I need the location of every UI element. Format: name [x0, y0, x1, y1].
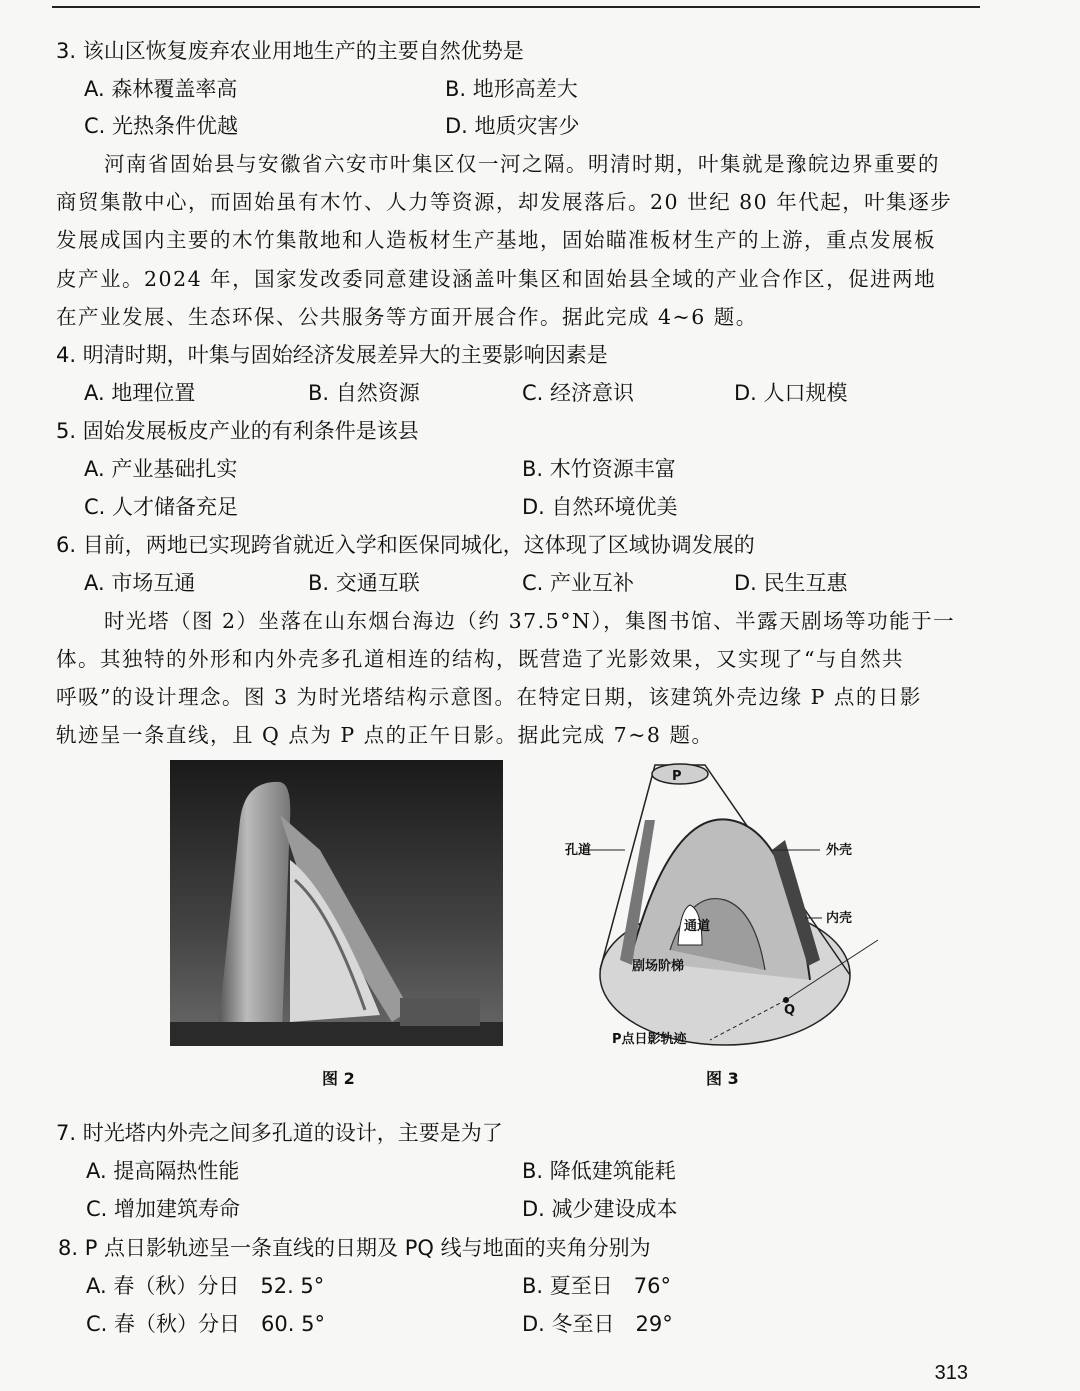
label-guiji: P点日影轨迹: [612, 1032, 687, 1047]
q4-option-a: A. 地理位置: [84, 381, 196, 405]
label-neike: 内壳: [826, 911, 853, 926]
passage2-line: 体。其独特的外形和内外壳多孔道相连的结构，既营造了光影效果，又实现了“与自然共: [56, 647, 904, 671]
q4-stem: 4. 明清时期，叶集与固始经济发展差异大的主要影响因素是: [56, 343, 608, 367]
q7-option-a: A. 提高隔热性能: [86, 1159, 240, 1183]
passage1-line: 河南省固始县与安徽省六安市叶集区仅一河之隔。明清时期，叶集就是豫皖边界重要的: [104, 152, 940, 176]
q3-option-a: A. 森林覆盖率高: [84, 77, 238, 101]
figure2-photo: [170, 760, 503, 1046]
q8-option-c: C. 春（秋）分日 60. 5°: [86, 1312, 325, 1336]
passage1-line: 皮产业。2024 年，国家发改委同意建设涵盖叶集区和固始县全域的产业合作区，促进两地: [56, 267, 937, 291]
q6-stem: 6. 目前，两地已实现跨省就近入学和医保同城化，这体现了区域协调发展的: [56, 533, 755, 557]
q8-stem: 8. P 点日影轨迹呈一条直线的日期及 PQ 线与地面的夹角分别为: [58, 1236, 651, 1260]
q5-option-a: A. 产业基础扎实: [84, 457, 238, 481]
q5-stem: 5. 固始发展板皮产业的有利条件是该县: [56, 419, 419, 443]
q3-stem: 3. 该山区恢复废弃农业用地生产的主要自然优势是: [56, 39, 524, 63]
figure2-caption: 图 2: [322, 1069, 355, 1088]
label-jiechang: 剧场阶梯: [632, 959, 685, 974]
passage2-line: 轨迹呈一条直线，且 Q 点为 P 点的正午日影。据此完成 7~8 题。: [56, 723, 714, 747]
q6-option-b: B. 交通互联: [308, 571, 420, 595]
q8-option-b: B. 夏至日 76°: [522, 1274, 671, 1298]
q4-option-d: D. 人口规模: [734, 381, 848, 405]
label-p: P: [672, 769, 682, 784]
page-number: 313: [934, 1362, 968, 1384]
label-kongdao: 孔道: [565, 843, 592, 858]
tower-photo-image: [170, 760, 503, 1046]
q7-option-c: C. 增加建筑寿命: [86, 1197, 241, 1221]
q6-option-a: A. 市场互通: [84, 571, 196, 595]
q5-option-c: C. 人才储备充足: [84, 495, 239, 519]
q3-option-d: D. 地质灾害少: [445, 114, 580, 138]
passage1-line: 商贸集散中心，而固始虽有木竹、人力等资源，却发展落后。20 世纪 80 年代起，叶集逐步: [56, 190, 953, 214]
q4-option-b: B. 自然资源: [308, 381, 420, 405]
label-q: Q: [784, 1003, 796, 1018]
passage2-line: 时光塔（图 2）坐落在山东烟台海边（约 37.5°N），集图书馆、半露天剧场等功能于一: [104, 609, 956, 633]
figure3-diagram: [560, 760, 890, 1060]
label-waike: 外壳: [826, 843, 853, 858]
q3-option-c: C. 光热条件优越: [84, 114, 239, 138]
passage1-line: 在产业发展、生态环保、公共服务等方面开展合作。据此完成 4~6 题。: [56, 305, 758, 329]
q7-stem: 7. 时光塔内外壳之间多孔道的设计，主要是为了: [56, 1121, 503, 1145]
q7-option-b: B. 降低建筑能耗: [522, 1159, 676, 1183]
q7-option-d: D. 减少建设成本: [522, 1197, 678, 1221]
q5-option-d: D. 自然环境优美: [522, 495, 678, 519]
label-tongdao: 通道: [684, 919, 711, 934]
q8-option-a: A. 春（秋）分日 52. 5°: [86, 1274, 325, 1298]
figure3-caption: 图 3: [706, 1069, 739, 1088]
q6-option-d: D. 民生互惠: [734, 571, 848, 595]
q3-option-b: B. 地形高差大: [445, 77, 578, 101]
passage1-line: 发展成国内主要的木竹集散地和人造板材生产基地，固始瞄准板材生产的上游，重点发展板: [56, 228, 936, 252]
top-rule: [52, 6, 980, 8]
q6-option-c: C. 产业互补: [522, 571, 635, 595]
passage2-line: 呼吸”的设计理念。图 3 为时光塔结构示意图。在特定日期，该建筑外壳边缘 P 点的日影: [56, 685, 922, 709]
q8-option-d: D. 冬至日 29°: [522, 1312, 673, 1336]
q4-option-c: C. 经济意识: [522, 381, 635, 405]
q5-option-b: B. 木竹资源丰富: [522, 457, 676, 481]
